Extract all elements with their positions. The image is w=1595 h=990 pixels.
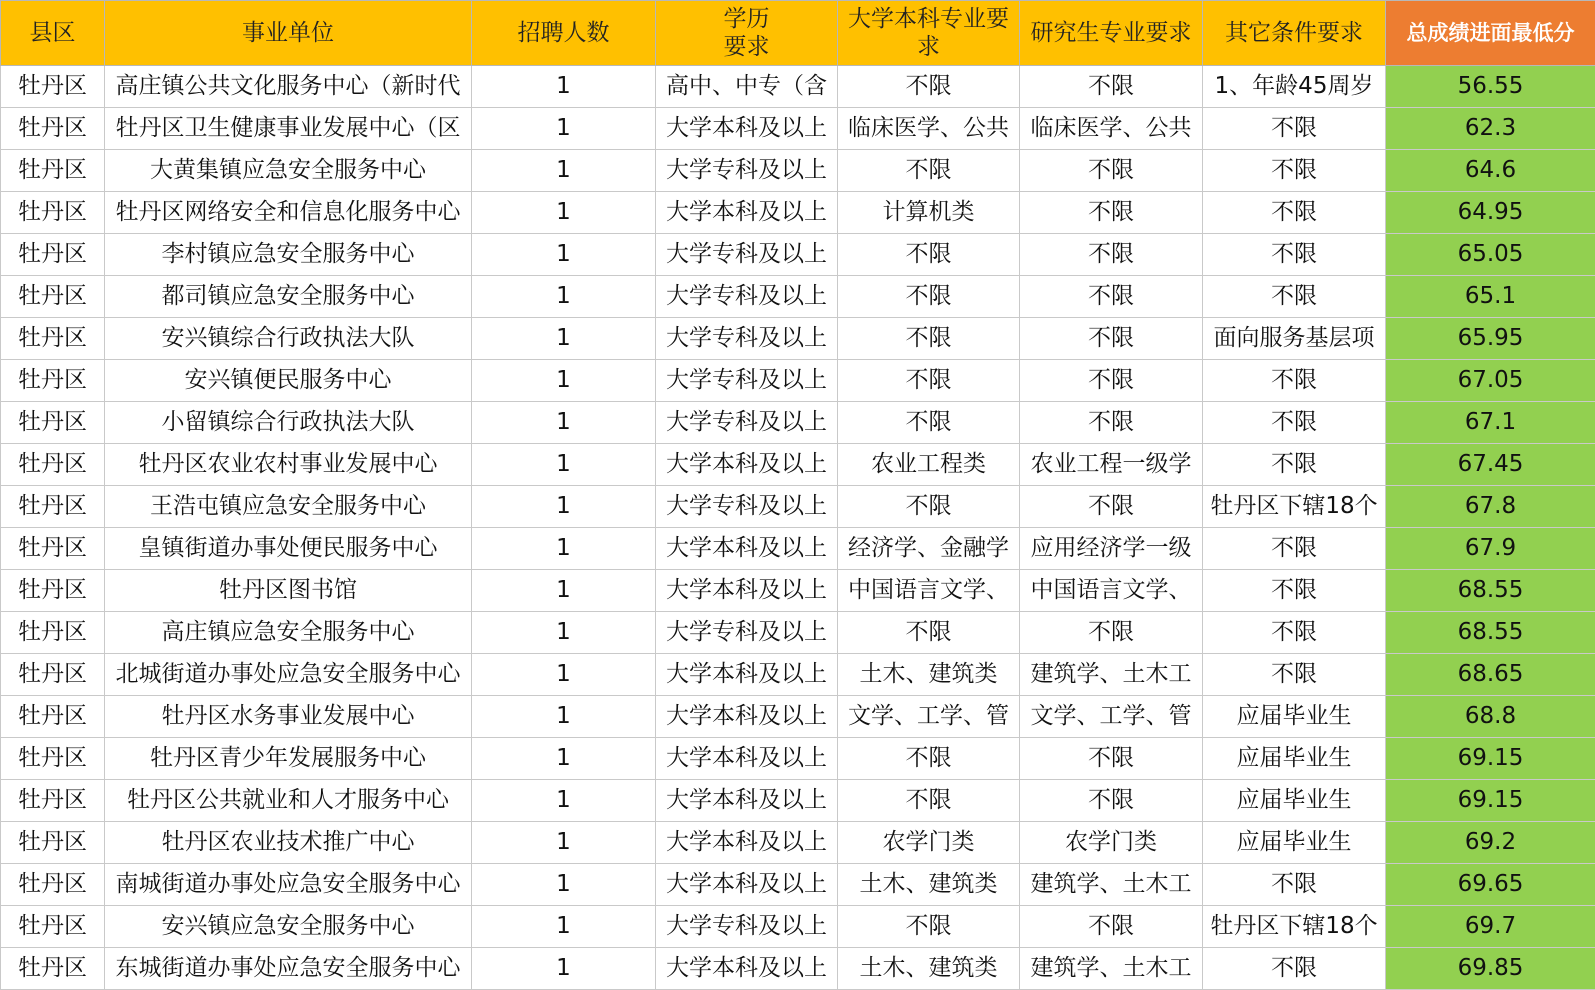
- min-score-cell[interactable]: 67.05: [1386, 360, 1595, 402]
- table-row: [1, 444, 1595, 486]
- hiring-count-cell[interactable]: 1: [472, 948, 656, 990]
- header-row: [1, 1, 1595, 66]
- undergrad-major-cell[interactable]: 经济学、金融学: [838, 528, 1020, 570]
- undergrad-major-cell[interactable]: 土木、建筑类: [838, 864, 1020, 906]
- county-cell[interactable]: 牡丹区: [1, 948, 105, 990]
- county-cell[interactable]: 牡丹区: [1, 696, 105, 738]
- unit-cell[interactable]: 皇镇街道办事处便民服务中心: [105, 528, 472, 570]
- county-cell[interactable]: 牡丹区: [1, 360, 105, 402]
- other-requirements-cell[interactable]: 不限: [1203, 234, 1386, 276]
- table-row: [1, 66, 1595, 108]
- county-cell[interactable]: 牡丹区: [1, 528, 105, 570]
- min-score-cell[interactable]: 68.55: [1386, 612, 1595, 654]
- table-row: [1, 780, 1595, 822]
- table-row: [1, 948, 1595, 990]
- hiring-count-cell[interactable]: 1: [472, 234, 656, 276]
- header-cell-unit[interactable]: 事业单位: [105, 1, 472, 66]
- education-cell[interactable]: 大学本科及以上: [656, 570, 838, 612]
- county-cell[interactable]: 牡丹区: [1, 234, 105, 276]
- hiring-count-cell[interactable]: 1: [472, 66, 656, 108]
- other-requirements-cell[interactable]: 应届毕业生: [1203, 822, 1386, 864]
- other-requirements-cell[interactable]: 不限: [1203, 360, 1386, 402]
- education-cell[interactable]: 大学本科及以上: [656, 738, 838, 780]
- table-row: [1, 276, 1595, 318]
- other-requirements-cell[interactable]: 不限: [1203, 570, 1386, 612]
- table-row: [1, 192, 1595, 234]
- other-requirements-cell[interactable]: 不限: [1203, 108, 1386, 150]
- table-row: [1, 696, 1595, 738]
- other-requirements-cell[interactable]: 牡丹区下辖18个: [1203, 906, 1386, 948]
- table-row: [1, 654, 1595, 696]
- undergrad-major-cell[interactable]: 不限: [838, 360, 1020, 402]
- hiring-count-cell[interactable]: 1: [472, 192, 656, 234]
- education-cell[interactable]: 大学本科及以上: [656, 192, 838, 234]
- header-cell-undergrad-major[interactable]: 大学本科专业要求: [838, 1, 1020, 66]
- undergrad-major-cell[interactable]: 土木、建筑类: [838, 654, 1020, 696]
- unit-cell[interactable]: 王浩屯镇应急安全服务中心: [105, 486, 472, 528]
- undergrad-major-cell[interactable]: 文学、工学、管: [838, 696, 1020, 738]
- header-cell-min-score[interactable]: 总成绩进面最低分: [1386, 1, 1595, 66]
- other-requirements-cell[interactable]: 牡丹区下辖18个: [1203, 486, 1386, 528]
- min-score-cell[interactable]: 67.9: [1386, 528, 1595, 570]
- undergrad-major-cell[interactable]: 不限: [838, 402, 1020, 444]
- undergrad-major-cell[interactable]: 农业工程类: [838, 444, 1020, 486]
- grad-major-cell[interactable]: 不限: [1020, 402, 1203, 444]
- other-requirements-cell[interactable]: 不限: [1203, 528, 1386, 570]
- education-cell[interactable]: 大学本科及以上: [656, 444, 838, 486]
- education-cell[interactable]: 大学专科及以上: [656, 360, 838, 402]
- table-row: [1, 360, 1595, 402]
- min-score-cell[interactable]: 68.65: [1386, 654, 1595, 696]
- table-row: [1, 528, 1595, 570]
- county-cell[interactable]: 牡丹区: [1, 444, 105, 486]
- table-row: [1, 822, 1595, 864]
- grad-major-cell[interactable]: 不限: [1020, 276, 1203, 318]
- grad-major-cell[interactable]: 不限: [1020, 486, 1203, 528]
- unit-cell[interactable]: 高庄镇应急安全服务中心: [105, 612, 472, 654]
- grad-major-cell[interactable]: 临床医学、公共: [1020, 108, 1203, 150]
- county-cell[interactable]: 牡丹区: [1, 108, 105, 150]
- education-cell[interactable]: 高中、中专（含: [656, 66, 838, 108]
- undergrad-major-cell[interactable]: 不限: [838, 318, 1020, 360]
- grad-major-cell[interactable]: 不限: [1020, 906, 1203, 948]
- unit-cell[interactable]: 东城街道办事处应急安全服务中心: [105, 948, 472, 990]
- undergrad-major-cell[interactable]: 不限: [838, 780, 1020, 822]
- county-cell[interactable]: 牡丹区: [1, 738, 105, 780]
- undergrad-major-cell[interactable]: 中国语言文学、: [838, 570, 1020, 612]
- min-score-cell[interactable]: 69.85: [1386, 948, 1595, 990]
- unit-cell[interactable]: 小留镇综合行政执法大队: [105, 402, 472, 444]
- header-cell-hiring-count[interactable]: 招聘人数: [472, 1, 656, 66]
- table-row: [1, 864, 1595, 906]
- education-cell[interactable]: 大学本科及以上: [656, 696, 838, 738]
- hiring-count-cell[interactable]: 1: [472, 276, 656, 318]
- other-requirements-cell[interactable]: 不限: [1203, 192, 1386, 234]
- unit-cell[interactable]: 都司镇应急安全服务中心: [105, 276, 472, 318]
- min-score-cell[interactable]: 69.2: [1386, 822, 1595, 864]
- county-cell[interactable]: 牡丹区: [1, 780, 105, 822]
- hiring-count-cell[interactable]: 1: [472, 906, 656, 948]
- min-score-cell[interactable]: 69.7: [1386, 906, 1595, 948]
- other-requirements-cell[interactable]: 不限: [1203, 402, 1386, 444]
- education-cell[interactable]: 大学本科及以上: [656, 864, 838, 906]
- hiring-count-cell[interactable]: 1: [472, 108, 656, 150]
- grad-major-cell[interactable]: 文学、工学、管: [1020, 696, 1203, 738]
- education-cell[interactable]: 大学专科及以上: [656, 486, 838, 528]
- other-requirements-cell[interactable]: 不限: [1203, 444, 1386, 486]
- hiring-count-cell[interactable]: 1: [472, 738, 656, 780]
- county-cell[interactable]: 牡丹区: [1, 822, 105, 864]
- hiring-count-cell[interactable]: 1: [472, 864, 656, 906]
- education-cell[interactable]: 大学本科及以上: [656, 780, 838, 822]
- county-cell[interactable]: 牡丹区: [1, 150, 105, 192]
- county-cell[interactable]: 牡丹区: [1, 402, 105, 444]
- unit-cell[interactable]: 牡丹区卫生健康事业发展中心（区: [105, 108, 472, 150]
- other-requirements-cell[interactable]: 不限: [1203, 276, 1386, 318]
- unit-cell[interactable]: 牡丹区青少年发展服务中心: [105, 738, 472, 780]
- table-row: [1, 402, 1595, 444]
- table-row: [1, 906, 1595, 948]
- unit-cell[interactable]: 安兴镇综合行政执法大队: [105, 318, 472, 360]
- education-cell[interactable]: 大学专科及以上: [656, 234, 838, 276]
- min-score-cell[interactable]: 64.95: [1386, 192, 1595, 234]
- unit-cell[interactable]: 安兴镇应急安全服务中心: [105, 906, 472, 948]
- other-requirements-cell[interactable]: 不限: [1203, 864, 1386, 906]
- education-cell[interactable]: 大学专科及以上: [656, 612, 838, 654]
- min-score-cell[interactable]: 67.8: [1386, 486, 1595, 528]
- table-row: [1, 108, 1595, 150]
- county-cell[interactable]: 牡丹区: [1, 654, 105, 696]
- undergrad-major-cell[interactable]: 不限: [838, 486, 1020, 528]
- grad-major-cell[interactable]: 农学门类: [1020, 822, 1203, 864]
- other-requirements-cell[interactable]: 不限: [1203, 150, 1386, 192]
- county-cell[interactable]: 牡丹区: [1, 192, 105, 234]
- grad-major-cell[interactable]: 建筑学、土木工: [1020, 864, 1203, 906]
- table-row: [1, 234, 1595, 276]
- undergrad-major-cell[interactable]: 不限: [838, 150, 1020, 192]
- education-cell[interactable]: 大学专科及以上: [656, 150, 838, 192]
- min-score-cell[interactable]: 65.05: [1386, 234, 1595, 276]
- grad-major-cell[interactable]: 不限: [1020, 192, 1203, 234]
- other-requirements-cell[interactable]: 应届毕业生: [1203, 738, 1386, 780]
- county-cell[interactable]: 牡丹区: [1, 570, 105, 612]
- education-cell[interactable]: 大学专科及以上: [656, 318, 838, 360]
- grad-major-cell[interactable]: 不限: [1020, 150, 1203, 192]
- header-cell-county[interactable]: 县区: [1, 1, 105, 66]
- unit-cell[interactable]: 牡丹区农业技术推广中心: [105, 822, 472, 864]
- hiring-count-cell[interactable]: 1: [472, 612, 656, 654]
- header-cell-education[interactable]: 学历 要求: [656, 1, 838, 66]
- table-row: [1, 150, 1595, 192]
- county-cell[interactable]: 牡丹区: [1, 276, 105, 318]
- min-score-cell[interactable]: 67.1: [1386, 402, 1595, 444]
- education-cell[interactable]: 大学本科及以上: [656, 108, 838, 150]
- header-cell-grad-major[interactable]: 研究生专业要求: [1020, 1, 1203, 66]
- undergrad-major-cell[interactable]: 不限: [838, 738, 1020, 780]
- grad-major-cell[interactable]: 不限: [1020, 318, 1203, 360]
- undergrad-major-cell[interactable]: 临床医学、公共: [838, 108, 1020, 150]
- min-score-cell[interactable]: 67.45: [1386, 444, 1595, 486]
- education-cell[interactable]: 大学本科及以上: [656, 822, 838, 864]
- header-cell-other-requirements[interactable]: 其它条件要求: [1203, 1, 1386, 66]
- county-cell[interactable]: 牡丹区: [1, 486, 105, 528]
- header-row-group: [1, 1, 1595, 66]
- other-requirements-cell[interactable]: 不限: [1203, 654, 1386, 696]
- unit-cell[interactable]: 牡丹区农业农村事业发展中心: [105, 444, 472, 486]
- hiring-count-cell[interactable]: 1: [472, 696, 656, 738]
- table-row: [1, 612, 1595, 654]
- min-score-cell[interactable]: 69.15: [1386, 738, 1595, 780]
- county-cell[interactable]: 牡丹区: [1, 864, 105, 906]
- min-score-cell[interactable]: 68.55: [1386, 570, 1595, 612]
- hiring-count-cell[interactable]: 1: [472, 780, 656, 822]
- hiring-count-cell[interactable]: 1: [472, 822, 656, 864]
- other-requirements-cell[interactable]: 1、年龄45周岁: [1203, 66, 1386, 108]
- hiring-count-cell[interactable]: 1: [472, 654, 656, 696]
- unit-cell[interactable]: 大黄集镇应急安全服务中心: [105, 150, 472, 192]
- other-requirements-cell[interactable]: 不限: [1203, 612, 1386, 654]
- county-cell[interactable]: 牡丹区: [1, 612, 105, 654]
- min-score-cell[interactable]: 68.8: [1386, 696, 1595, 738]
- min-score-cell[interactable]: 56.55: [1386, 66, 1595, 108]
- education-cell[interactable]: 大学专科及以上: [656, 402, 838, 444]
- hiring-count-cell[interactable]: 1: [472, 570, 656, 612]
- unit-cell[interactable]: 南城街道办事处应急安全服务中心: [105, 864, 472, 906]
- hiring-count-cell[interactable]: 1: [472, 402, 656, 444]
- hiring-count-cell[interactable]: 1: [472, 528, 656, 570]
- hiring-count-cell[interactable]: 1: [472, 486, 656, 528]
- min-score-cell[interactable]: 64.6: [1386, 150, 1595, 192]
- other-requirements-cell[interactable]: 面向服务基层项: [1203, 318, 1386, 360]
- grad-major-cell[interactable]: 应用经济学一级: [1020, 528, 1203, 570]
- unit-cell[interactable]: 牡丹区公共就业和人才服务中心: [105, 780, 472, 822]
- unit-cell[interactable]: 高庄镇公共文化服务中心（新时代: [105, 66, 472, 108]
- min-score-cell[interactable]: 62.3: [1386, 108, 1595, 150]
- other-requirements-cell[interactable]: 应届毕业生: [1203, 696, 1386, 738]
- min-score-cell[interactable]: 69.15: [1386, 780, 1595, 822]
- undergrad-major-cell[interactable]: 不限: [838, 612, 1020, 654]
- undergrad-major-cell[interactable]: 计算机类: [838, 192, 1020, 234]
- education-cell[interactable]: 大学专科及以上: [656, 276, 838, 318]
- education-cell[interactable]: 大学专科及以上: [656, 906, 838, 948]
- unit-cell[interactable]: 牡丹区网络安全和信息化服务中心: [105, 192, 472, 234]
- county-cell[interactable]: 牡丹区: [1, 906, 105, 948]
- education-cell[interactable]: 大学本科及以上: [656, 654, 838, 696]
- unit-cell[interactable]: 牡丹区水务事业发展中心: [105, 696, 472, 738]
- grad-major-cell[interactable]: 不限: [1020, 66, 1203, 108]
- grad-major-cell[interactable]: 农业工程一级学: [1020, 444, 1203, 486]
- table-body: [1, 66, 1595, 990]
- table-row: [1, 738, 1595, 780]
- education-cell[interactable]: 大学本科及以上: [656, 528, 838, 570]
- grad-major-cell[interactable]: 不限: [1020, 360, 1203, 402]
- other-requirements-cell[interactable]: 应届毕业生: [1203, 780, 1386, 822]
- unit-cell[interactable]: 李村镇应急安全服务中心: [105, 234, 472, 276]
- unit-cell[interactable]: 北城街道办事处应急安全服务中心: [105, 654, 472, 696]
- undergrad-major-cell[interactable]: 不限: [838, 276, 1020, 318]
- unit-cell[interactable]: 牡丹区图书馆: [105, 570, 472, 612]
- other-requirements-cell[interactable]: 不限: [1203, 948, 1386, 990]
- education-cell[interactable]: 大学本科及以上: [656, 948, 838, 990]
- undergrad-major-cell[interactable]: 不限: [838, 66, 1020, 108]
- hiring-count-cell[interactable]: 1: [472, 150, 656, 192]
- grad-major-cell[interactable]: 不限: [1020, 234, 1203, 276]
- table-row: [1, 318, 1595, 360]
- grad-major-cell[interactable]: 不限: [1020, 612, 1203, 654]
- undergrad-major-cell[interactable]: 不限: [838, 234, 1020, 276]
- undergrad-major-cell[interactable]: 土木、建筑类: [838, 948, 1020, 990]
- table-row: [1, 486, 1595, 528]
- county-cell[interactable]: 牡丹区: [1, 66, 105, 108]
- min-score-cell[interactable]: 65.1: [1386, 276, 1595, 318]
- unit-cell[interactable]: 安兴镇便民服务中心: [105, 360, 472, 402]
- grad-major-cell[interactable]: 不限: [1020, 780, 1203, 822]
- county-cell[interactable]: 牡丹区: [1, 318, 105, 360]
- grad-major-cell[interactable]: 中国语言文学、: [1020, 570, 1203, 612]
- grad-major-cell[interactable]: 建筑学、土木工: [1020, 654, 1203, 696]
- hiring-count-cell[interactable]: 1: [472, 318, 656, 360]
- undergrad-major-cell[interactable]: 不限: [838, 906, 1020, 948]
- hiring-count-cell[interactable]: 1: [472, 444, 656, 486]
- grad-major-cell[interactable]: 不限: [1020, 738, 1203, 780]
- table-row: [1, 570, 1595, 612]
- undergrad-major-cell[interactable]: 农学门类: [838, 822, 1020, 864]
- hiring-count-cell[interactable]: 1: [472, 360, 656, 402]
- min-score-cell[interactable]: 65.95: [1386, 318, 1595, 360]
- min-score-cell[interactable]: 69.65: [1386, 864, 1595, 906]
- grad-major-cell[interactable]: 建筑学、土木工: [1020, 948, 1203, 990]
